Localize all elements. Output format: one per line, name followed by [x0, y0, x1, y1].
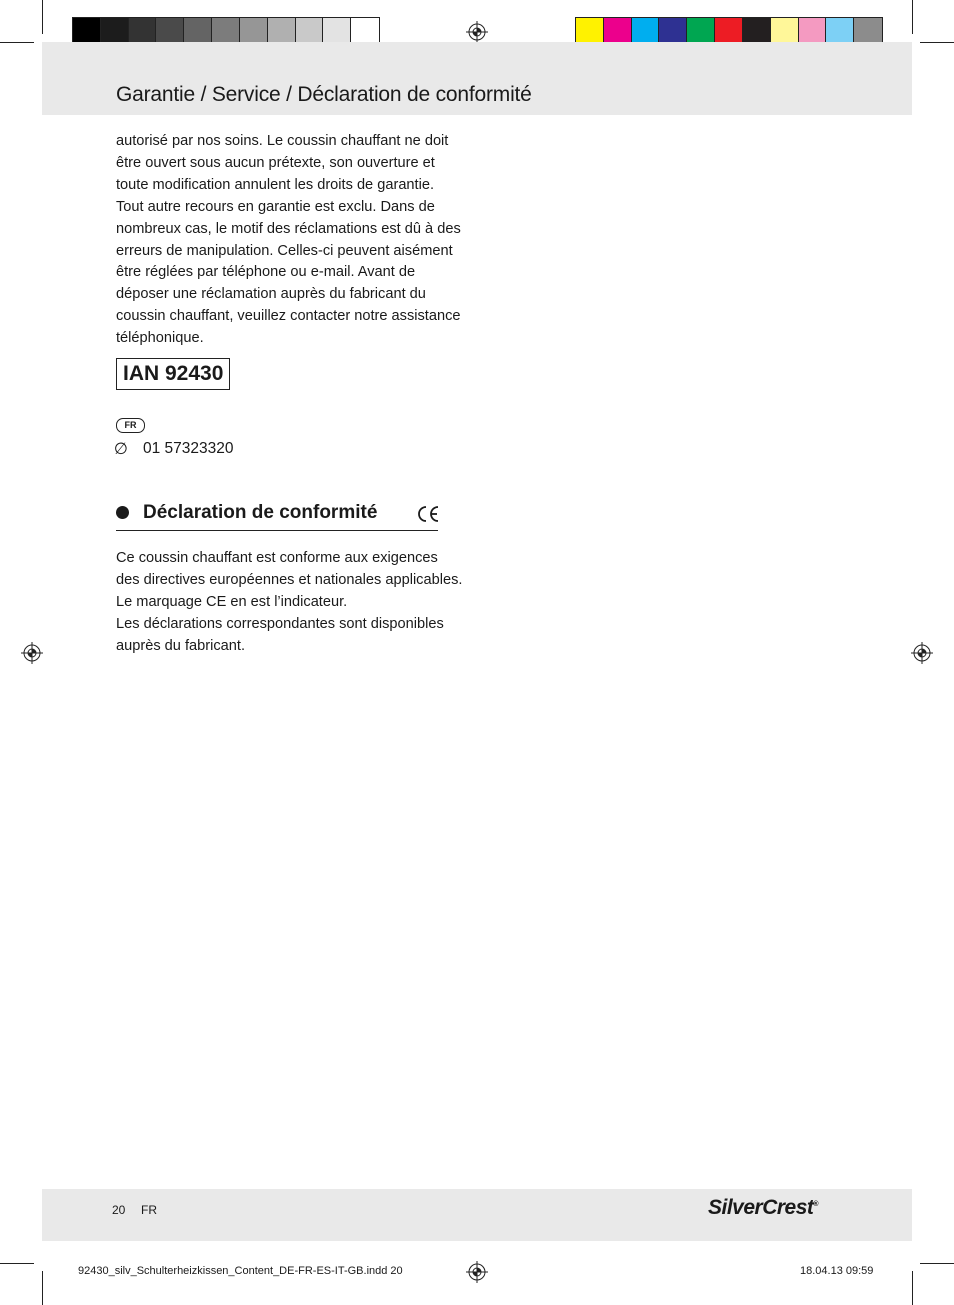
- phone-number: 01 57323320: [143, 440, 234, 457]
- crop-mark: [912, 1271, 913, 1305]
- crop-mark: [920, 42, 954, 43]
- registration-mark-icon: [466, 21, 488, 43]
- color-swatch: [101, 18, 129, 45]
- color-swatch: [296, 18, 324, 45]
- crop-mark: [42, 0, 43, 34]
- text-line: être ouvert sous aucun prétexte, son ouverture et: [116, 154, 435, 171]
- color-swatch: [73, 18, 101, 45]
- brand-name: SilverCrest: [708, 1196, 814, 1219]
- color-swatch: [129, 18, 157, 45]
- conformity-paragraph: [116, 548, 468, 658]
- color-swatch: [240, 18, 268, 45]
- slug-filename: 92430_silv_Schulterheizkissen_Content_DE-FR-ES-IT-GB.indd 20: [78, 1265, 403, 1277]
- color-swatch: [743, 18, 771, 45]
- text-line: Ce coussin chauffant est conforme aux exigences: [116, 550, 438, 566]
- color-swatch: [604, 18, 632, 45]
- registration-mark-icon: [21, 642, 43, 664]
- text-line: des directives européennes et nationales applicables.: [116, 571, 463, 588]
- color-swatch: [156, 18, 184, 45]
- ce-mark-icon: [416, 502, 440, 526]
- registration-mark-icon: [911, 642, 933, 664]
- page-title: Garantie / Service / Déclaration de conformité: [116, 83, 532, 106]
- color-swatch: [268, 18, 296, 45]
- section-title: Déclaration de conformité: [143, 502, 378, 523]
- country-badge: FR: [116, 418, 145, 433]
- brand-logo: SilverCrest®: [708, 1196, 819, 1219]
- color-swatch: [826, 18, 854, 45]
- page-number: 20: [112, 1203, 126, 1217]
- text-line: téléphonique.: [116, 330, 204, 347]
- color-swatch: [854, 18, 882, 45]
- phone-icon: ∅: [114, 441, 128, 458]
- text-line: erreurs de manipulation. Celles-ci peuvent aisément: [116, 242, 453, 259]
- text-line: auprès du fabricant.: [116, 637, 245, 654]
- crop-mark: [912, 0, 913, 34]
- color-swatch: [659, 18, 687, 45]
- text-line: coussin chauffant, veuillez contacter notre assistance: [116, 308, 461, 325]
- text-line: Les déclarations correspondantes sont disponibles: [116, 615, 444, 632]
- color-swatch: [351, 18, 379, 45]
- ian-number-box: IAN 92430: [116, 358, 230, 390]
- crop-mark: [0, 42, 34, 43]
- color-swatch: [632, 18, 660, 45]
- registration-mark-icon: [466, 1261, 488, 1283]
- color-swatch: [576, 18, 604, 45]
- text-line: être réglées par téléphone ou e-mail. Avant de: [116, 264, 416, 281]
- warranty-paragraph: [116, 131, 468, 350]
- section-underline: [116, 530, 438, 531]
- page-language: FR: [141, 1203, 157, 1217]
- crop-mark: [920, 1263, 954, 1264]
- color-swatch: [323, 18, 351, 45]
- text-line: Le marquage CE en est l’indicateur.: [116, 593, 348, 610]
- text-line: autorisé par nos soins. Le coussin chauffant ne doit: [116, 133, 449, 149]
- text-line: déposer une réclamation auprès du fabricant du: [116, 286, 426, 303]
- crop-mark: [42, 1271, 43, 1305]
- color-swatch: [715, 18, 743, 45]
- text-line: toute modification annulent les droits de garantie.: [116, 176, 435, 193]
- text-line: nombreux cas, le motif des réclamations est dû à des: [116, 220, 461, 237]
- color-swatch: [771, 18, 799, 45]
- color-swatch: [687, 18, 715, 45]
- color-swatch: [184, 18, 212, 45]
- color-swatch: [212, 18, 240, 45]
- text-line: Tout autre recours en garantie est exclu. Dans de: [116, 198, 435, 215]
- section-bullet: [116, 506, 129, 519]
- color-swatch: [799, 18, 827, 45]
- slug-date: 18.04.13 09:59: [800, 1265, 874, 1277]
- crop-mark: [0, 1263, 34, 1264]
